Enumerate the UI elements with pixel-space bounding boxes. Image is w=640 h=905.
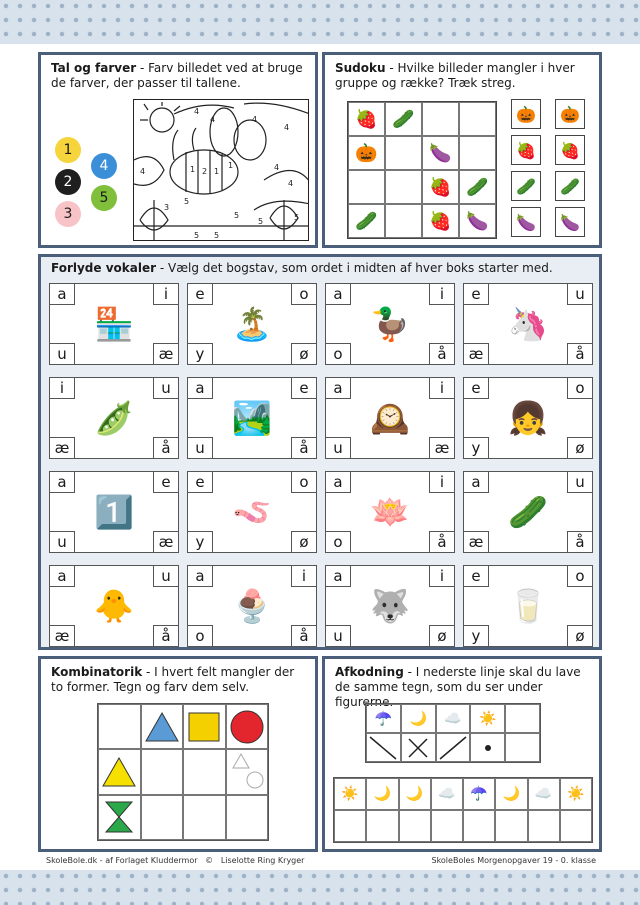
vowel-option-bl[interactable]: o <box>187 625 213 647</box>
answer-option[interactable]: 🎃 <box>511 99 541 129</box>
vowel-option-tr[interactable]: o <box>567 377 593 399</box>
umbrella-icon: ☂️ <box>366 704 401 733</box>
sudoku-cell[interactable]: 🥒 <box>385 102 422 136</box>
svg-text:4: 4 <box>140 167 146 176</box>
symbol-backslash-icon <box>366 733 401 762</box>
vowel-option-bl[interactable]: y <box>187 343 213 365</box>
vowel-option-br[interactable]: å <box>291 625 317 647</box>
vowel-option-br[interactable]: å <box>153 437 179 459</box>
footer-publisher: SkoleBole.dk - af Forlaget Kluddermor <box>46 856 198 865</box>
answer-option[interactable]: 🍆 <box>555 207 585 237</box>
word-picture-icon: 🕰️ <box>370 399 410 437</box>
vowel-option-tl[interactable]: e <box>463 283 489 305</box>
key-cell-empty <box>505 733 540 762</box>
vowel-option-tl[interactable]: a <box>49 283 75 305</box>
word-picture-icon: 🍨 <box>232 587 272 625</box>
word-picture-icon: 🏝️ <box>232 305 272 343</box>
panel-instructions: - Farv billedet ved at bruge de farver, der passer til tallene. <box>51 61 303 90</box>
panel-instructions: - Vælg det bogstav, som ordet i midten af hver boks starter med. <box>156 261 553 275</box>
svg-text:4: 4 <box>252 115 258 124</box>
vowel-option-br[interactable]: å <box>429 343 455 365</box>
vowel-option-bl[interactable]: u <box>325 625 351 647</box>
svg-text:4: 4 <box>274 163 280 172</box>
vowel-option-br[interactable]: ø <box>291 531 317 553</box>
vowel-card <box>187 471 317 553</box>
symbol-x-icon <box>401 733 436 762</box>
answer-option[interactable]: 🎃 <box>555 99 585 129</box>
vowel-option-tr[interactable]: o <box>291 471 317 493</box>
answer-cell[interactable] <box>463 810 495 842</box>
word-picture-icon: 🐺 <box>370 587 410 625</box>
svg-text:1: 1 <box>190 165 196 174</box>
sequence-icon: 🌙 <box>399 778 431 810</box>
grid-cell[interactable] <box>226 749 269 794</box>
svg-text:4: 4 <box>194 107 200 116</box>
vowel-option-tl[interactable]: e <box>187 471 213 493</box>
vowel-card <box>463 565 593 647</box>
word-picture-icon: 🪷 <box>370 493 410 531</box>
word-picture-icon: 🦄 <box>508 305 548 343</box>
color-dot-1 <box>55 137 81 163</box>
vowel-option-br[interactable]: ø <box>429 625 455 647</box>
vowel-option-br[interactable]: ø <box>291 343 317 365</box>
panel-title: Forlyde vokaler <box>51 261 157 275</box>
grid-cell[interactable] <box>183 704 226 749</box>
combinatorics-grid <box>97 703 269 841</box>
grid-cell-empty[interactable] <box>141 749 184 794</box>
decode-key-grid <box>365 703 541 763</box>
vowel-option-tr[interactable]: i <box>429 565 455 587</box>
decode-answer-grid <box>333 777 593 843</box>
sequence-icon: ☁️ <box>431 778 463 810</box>
green-hourglass-icon <box>106 802 132 832</box>
word-picture-icon: 🏞️ <box>232 399 272 437</box>
vowel-option-tr[interactable]: u <box>567 283 593 305</box>
vowel-option-bl[interactable]: o <box>325 343 351 365</box>
svg-text:5: 5 <box>258 217 264 226</box>
grid-cell[interactable] <box>98 795 141 840</box>
vowel-option-tr[interactable]: o <box>291 283 317 305</box>
vowel-option-br[interactable]: æ <box>429 437 455 459</box>
vowel-option-bl[interactable]: u <box>49 343 75 365</box>
vowel-option-tl[interactable]: i <box>49 377 75 399</box>
cloud-icon: ☁️ <box>436 704 471 733</box>
vowel-option-br[interactable]: æ <box>153 343 179 365</box>
svg-text:5: 5 <box>194 231 200 240</box>
vowel-option-bl[interactable]: u <box>49 531 75 553</box>
footer-left <box>46 856 304 865</box>
vowel-card <box>325 471 455 553</box>
vowel-option-tr[interactable]: e <box>153 471 179 493</box>
sudoku-cell[interactable] <box>459 102 496 136</box>
sudoku-cell[interactable] <box>385 170 422 204</box>
vowel-option-br[interactable]: å <box>291 437 317 459</box>
sudoku-cell[interactable]: 🍓 <box>348 102 385 136</box>
moon-icon: 🌙 <box>401 704 436 733</box>
vowel-option-bl[interactable]: y <box>187 531 213 553</box>
vowel-option-br[interactable]: ø <box>567 625 593 647</box>
vowel-option-bl[interactable]: u <box>187 437 213 459</box>
panel-afkodning <box>322 656 602 852</box>
grid-cell-empty[interactable] <box>183 749 226 794</box>
word-picture-icon: 🏪 <box>94 305 134 343</box>
vowel-option-tl[interactable]: a <box>325 283 351 305</box>
vowel-option-tr[interactable]: i <box>429 377 455 399</box>
svg-text:5: 5 <box>184 197 190 206</box>
outline-triangle-icon <box>233 754 249 768</box>
sudoku-cell[interactable] <box>422 102 459 136</box>
vowel-cards-grid <box>49 283 595 647</box>
bottom-pattern-band <box>0 870 640 905</box>
vowel-option-tr[interactable]: o <box>567 565 593 587</box>
vowel-option-tr[interactable]: u <box>567 471 593 493</box>
bee-line-drawing <box>134 100 309 241</box>
vowel-option-tl[interactable]: a <box>49 471 75 493</box>
vowel-card <box>49 377 179 459</box>
vowel-card <box>49 283 179 365</box>
vowel-option-bl[interactable]: æ <box>49 625 75 647</box>
panel-header <box>41 257 599 280</box>
sudoku-cell[interactable]: 🍆 <box>459 204 496 238</box>
grid-cell[interactable] <box>141 704 184 749</box>
panel-sudoku <box>322 52 602 248</box>
dot-number: 5 <box>99 190 109 206</box>
svg-text:4: 4 <box>288 179 294 188</box>
answer-cell[interactable] <box>528 810 560 842</box>
sudoku-cell[interactable] <box>459 136 496 170</box>
yellow-square-icon <box>189 713 219 741</box>
panel-header <box>325 55 599 97</box>
dot-number: 4 <box>99 158 109 174</box>
vowel-option-tl[interactable]: e <box>463 565 489 587</box>
vowel-option-bl[interactable]: y <box>463 625 489 647</box>
vowel-option-tl[interactable]: a <box>463 471 489 493</box>
panel-header <box>41 55 315 97</box>
svg-text:2: 2 <box>202 167 208 176</box>
panel-kombinatorik <box>38 656 318 852</box>
vowel-option-tr[interactable]: u <box>153 377 179 399</box>
color-dot-4 <box>91 153 117 179</box>
vowel-option-tr[interactable]: i <box>429 471 455 493</box>
word-picture-icon: 🪱 <box>232 493 272 531</box>
word-picture-icon: 1️⃣ <box>94 493 134 531</box>
vowel-option-tl[interactable]: a <box>325 471 351 493</box>
sudoku-cell[interactable] <box>385 136 422 170</box>
vowel-option-bl[interactable]: u <box>325 437 351 459</box>
vowel-option-br[interactable]: æ <box>153 531 179 553</box>
sequence-icon: ☂️ <box>463 778 495 810</box>
vowel-option-br[interactable]: å <box>153 625 179 647</box>
vowel-option-bl[interactable]: æ <box>463 343 489 365</box>
sun-icon: ☀️ <box>470 704 505 733</box>
dot-number: 3 <box>63 206 73 222</box>
grid-cell[interactable] <box>98 749 141 794</box>
vowel-option-tl[interactable]: e <box>187 283 213 305</box>
word-picture-icon: 🥛 <box>508 587 548 625</box>
vowel-card <box>187 377 317 459</box>
word-picture-icon: 🐥 <box>94 587 134 625</box>
sudoku-cell[interactable] <box>348 170 385 204</box>
copyright-icon: © <box>205 856 214 865</box>
answer-cell[interactable] <box>366 810 398 842</box>
vowel-card <box>463 283 593 365</box>
word-picture-icon: 🦆 <box>370 305 410 343</box>
answer-option[interactable]: 🍓 <box>555 135 585 165</box>
color-dot-5 <box>91 185 117 211</box>
vowel-card <box>325 377 455 459</box>
sudoku-cell[interactable]: 🎃 <box>348 136 385 170</box>
footer-right: SkoleBoles Morgenopgaver 19 - 0. klasse <box>431 856 596 865</box>
vowel-option-bl[interactable]: æ <box>463 531 489 553</box>
symbol-slash-icon <box>436 733 471 762</box>
vowel-option-tl[interactable]: a <box>325 565 351 587</box>
panel-title: Afkodning <box>335 665 404 679</box>
word-picture-icon: 🥒 <box>508 493 548 531</box>
svg-text:1: 1 <box>228 161 234 170</box>
color-dot-3 <box>55 201 81 227</box>
vowel-option-tr[interactable]: e <box>291 377 317 399</box>
sudoku-cell[interactable]: 🥒 <box>348 204 385 238</box>
answer-option[interactable]: 🥒 <box>555 171 585 201</box>
sudoku-cell[interactable]: 🍆 <box>422 136 459 170</box>
vowel-option-tl[interactable]: a <box>187 565 213 587</box>
sequence-icon: ☀️ <box>560 778 592 810</box>
vowel-card <box>187 283 317 365</box>
vowel-option-tl[interactable]: e <box>463 377 489 399</box>
vowel-option-bl[interactable]: æ <box>49 437 75 459</box>
vowel-card <box>187 565 317 647</box>
vowel-card <box>463 377 593 459</box>
panel-instructions: - Hvilke billeder mangler i hver gruppe og række? Træk streg. <box>335 61 575 90</box>
dot-number: 2 <box>63 174 73 190</box>
panel-instructions: - I hvert felt mangler der to former. Tegn og farv dem selv. <box>51 665 295 694</box>
svg-text:5: 5 <box>214 231 220 240</box>
vowel-option-tr[interactable]: i <box>153 283 179 305</box>
panel-forlyde-vokaler <box>38 254 602 650</box>
key-cell-empty <box>505 704 540 733</box>
vowel-option-tr[interactable]: i <box>291 565 317 587</box>
blue-triangle-icon <box>146 713 178 741</box>
word-picture-icon: 👧 <box>508 399 548 437</box>
vowel-option-br[interactable]: å <box>567 343 593 365</box>
grid-cell-empty[interactable] <box>98 704 141 749</box>
grid-cell-empty[interactable] <box>183 795 226 840</box>
symbol-dot-icon <box>470 733 505 762</box>
top-pattern-band <box>0 0 640 44</box>
vowel-card <box>325 283 455 365</box>
answer-option[interactable]: 🍆 <box>511 207 541 237</box>
grid-cell-empty[interactable] <box>141 795 184 840</box>
sudoku-answer-options <box>511 99 593 237</box>
panel-title: Kombinatorik <box>51 665 143 679</box>
footer-author: Liselotte Ring Kryger <box>220 856 305 865</box>
panel-instructions: - I nederste linje skal du lave de samme tegn, som du ser under figurerne. <box>335 665 581 709</box>
sequence-icon: 🌙 <box>366 778 398 810</box>
sudoku-cell[interactable]: 🥒 <box>459 170 496 204</box>
grid-cell[interactable] <box>226 704 269 749</box>
sudoku-cell[interactable] <box>385 204 422 238</box>
answer-cell[interactable] <box>431 810 463 842</box>
vowel-option-tl[interactable]: a <box>325 377 351 399</box>
sequence-icon: ☀️ <box>334 778 366 810</box>
svg-text:1: 1 <box>214 167 220 176</box>
vowel-card <box>49 565 179 647</box>
sudoku-cell[interactable]: 🍓 <box>422 204 459 238</box>
red-circle-icon <box>231 711 263 743</box>
svg-text:5: 5 <box>294 213 300 222</box>
vowel-option-tr[interactable]: u <box>153 565 179 587</box>
outline-circle-icon <box>247 772 263 788</box>
vowel-option-br[interactable]: ø <box>567 437 593 459</box>
vowel-card <box>325 565 455 647</box>
answer-option[interactable]: 🥒 <box>511 171 541 201</box>
word-picture-icon: 🫛 <box>94 399 134 437</box>
svg-text:4: 4 <box>210 115 216 124</box>
vowel-option-bl[interactable]: o <box>325 531 351 553</box>
svg-text:3: 3 <box>164 203 170 212</box>
dot-number: 1 <box>63 142 73 158</box>
answer-cell[interactable] <box>495 810 527 842</box>
vowel-option-tr[interactable]: i <box>429 283 455 305</box>
vowel-card <box>463 471 593 553</box>
answer-cell[interactable] <box>334 810 366 842</box>
answer-cell[interactable] <box>560 810 592 842</box>
vowel-option-tl[interactable]: a <box>49 565 75 587</box>
sudoku-grid <box>347 101 497 239</box>
panel-title: Tal og farver <box>51 61 137 75</box>
panel-tal-og-farver <box>38 52 318 248</box>
sequence-icon: 🌙 <box>495 778 527 810</box>
svg-text:5: 5 <box>234 211 240 220</box>
sequence-icon: ☁️ <box>528 778 560 810</box>
vowel-option-tl[interactable]: a <box>187 377 213 399</box>
vowel-option-br[interactable]: å <box>567 531 593 553</box>
answer-option[interactable]: 🍓 <box>511 135 541 165</box>
answer-cell[interactable] <box>399 810 431 842</box>
sudoku-cell[interactable]: 🍓 <box>422 170 459 204</box>
vowel-card <box>49 471 179 553</box>
color-dot-2 <box>55 169 81 195</box>
vowel-option-br[interactable]: å <box>429 531 455 553</box>
vowel-option-bl[interactable]: y <box>463 437 489 459</box>
yellow-triangle-icon <box>103 758 135 786</box>
panel-header <box>41 659 315 701</box>
panel-title: Sudoku <box>335 61 386 75</box>
color-by-number-bee-picture <box>133 99 309 241</box>
grid-cell-empty[interactable] <box>226 795 269 840</box>
svg-text:4: 4 <box>284 123 290 132</box>
